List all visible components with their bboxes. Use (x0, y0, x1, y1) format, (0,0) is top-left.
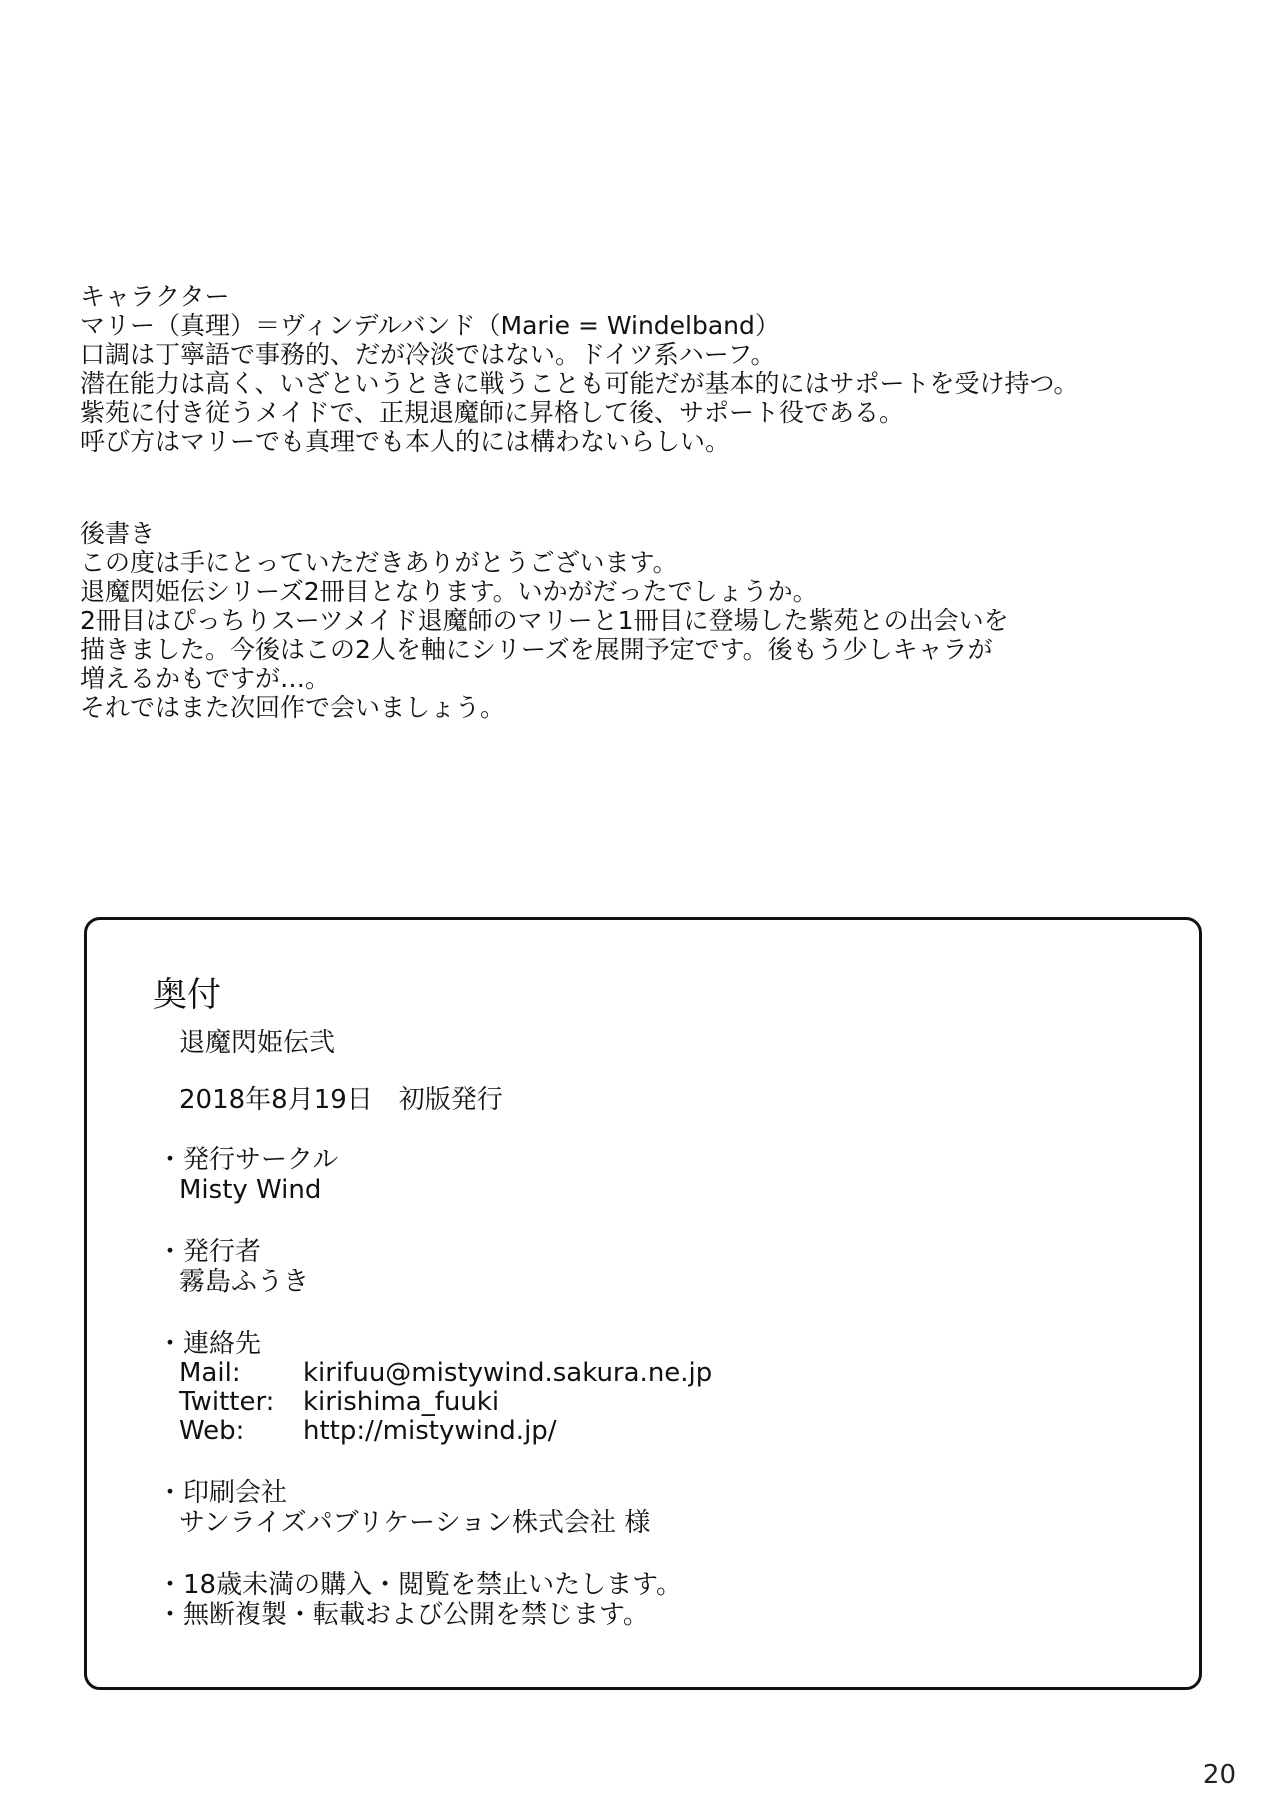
notice-line: ・無断複製・転載および公開を禁じます。 (157, 1600, 649, 1630)
page-number: 20 (1202, 1760, 1236, 1790)
character-line: マリー（真理）＝ヴィンデルバンド（Marie = Windelband） (80, 311, 780, 340)
publisher-label: ・発行者 (157, 1237, 262, 1267)
colophon-box (84, 917, 1202, 1690)
publisher-value: 霧島ふうき (179, 1267, 310, 1297)
character-section (80, 282, 1079, 456)
circle-value: Misty Wind (179, 1175, 322, 1205)
contact-value: http://mistywind.jp/ (303, 1416, 557, 1446)
afterword-heading: 後書き (80, 519, 156, 548)
character-line: 紫苑に付き従うメイドで、正規退魔師に昇格して後、サポート役である。 (80, 398, 905, 427)
printer-label: ・印刷会社 (157, 1478, 288, 1508)
contact-value: kirishima_fuuki (303, 1387, 500, 1417)
contact-key: Twitter: (179, 1387, 275, 1417)
afterword-line: 退魔閃姫伝シリーズ2冊目となります。いかがだったでしょうか。 (80, 577, 818, 606)
afterword-line: それではまた次回作で会いましょう。 (80, 693, 506, 722)
contact-key: Mail: (179, 1358, 241, 1388)
contact-label: ・連絡先 (157, 1329, 262, 1359)
colophon-title: 奥付 (153, 975, 221, 1015)
contact-value: kirifuu@mistywind.sakura.ne.jp (303, 1358, 713, 1388)
contact-key: Web: (179, 1416, 245, 1446)
character-line: 口調は丁寧語で事務的、だが冷淡ではない。ドイツ系ハーフ。 (80, 340, 776, 369)
afterword-line: この度は手にとっていただきありがとうございます。 (80, 548, 678, 577)
character-line: 呼び方はマリーでも真理でも本人的には構わないらしい。 (80, 427, 731, 456)
printer-value: サンライズパブリケーション株式会社 様 (179, 1508, 651, 1538)
character-heading: キャラクター (80, 282, 230, 311)
afterword-line: 2冊目はぴっちりスーツメイド退魔師のマリーと1冊目に登場した紫苑との出会いを (80, 606, 1009, 635)
book-title: 退魔閃姫伝弐 (179, 1028, 336, 1058)
afterword-line: 描きました。今後はこの2人を軸にシリーズを展開予定です。後もう少しキャラが (80, 635, 993, 664)
afterword-section (80, 519, 1009, 722)
publication-date: 2018年8月19日 初版発行 (179, 1085, 503, 1115)
circle-label: ・発行サークル (157, 1145, 339, 1175)
notice-line: ・18歳未満の購入・閲覧を禁止いたします。 (157, 1570, 683, 1600)
afterword-line: 増えるかもですが…。 (80, 664, 331, 693)
character-line: 潜在能力は高く、いざというときに戦うことも可能だが基本的にはサポートを受け持つ。 (80, 369, 1079, 398)
